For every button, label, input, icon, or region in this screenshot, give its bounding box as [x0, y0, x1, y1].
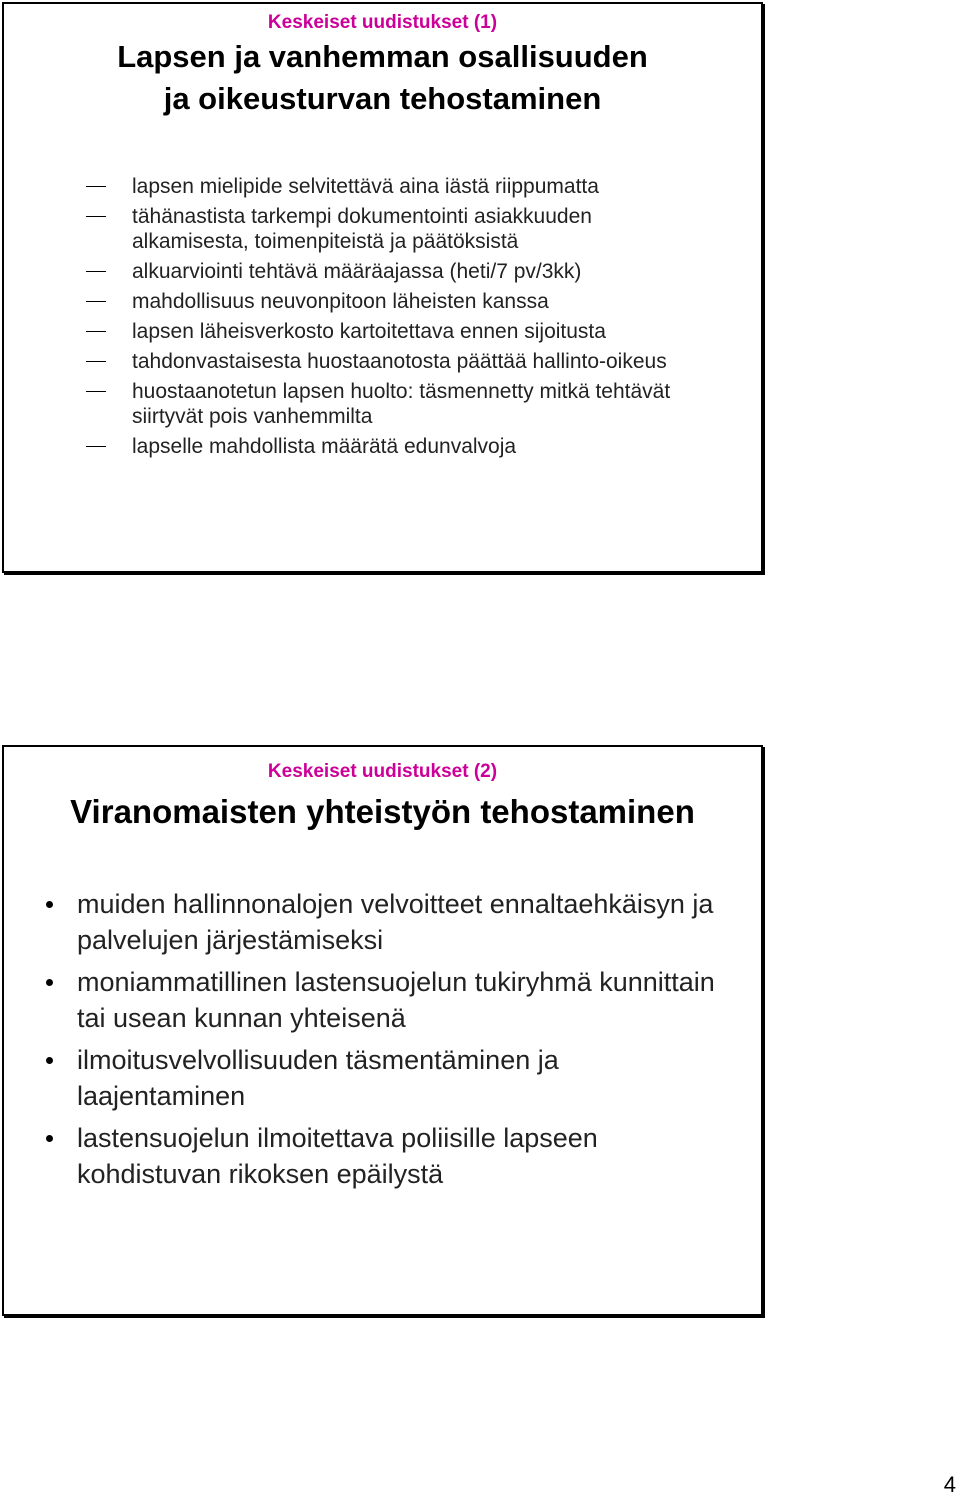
slide-title: [4, 36, 761, 120]
list-item-text: lapsen mielipide selvitettävä aina iästä riippumatta: [132, 175, 599, 198]
list-item: [44, 1042, 724, 1114]
list-item: [86, 259, 706, 284]
list-item: [44, 886, 724, 958]
list-item: [86, 379, 706, 429]
slide-subtitle: Keskeiset uudistukset (2): [267, 761, 498, 782]
slide-1: [2, 2, 763, 573]
list-item: [86, 289, 706, 314]
dash-icon: [86, 331, 106, 332]
list-item: [86, 204, 706, 254]
bullet-icon: [46, 1057, 53, 1064]
list-item-text: huostaanotetun lapsen huolto: täsmennetty mitkä tehtävät siirtyvät pois vanhemmilta: [132, 380, 671, 428]
dash-icon: [86, 301, 106, 302]
list-item-text: moniammatillinen lastensuojelun tukiryhmä kunnittain tai usean kunnan yhteisenä: [77, 967, 715, 1033]
list-item: [44, 964, 724, 1036]
list-item: [86, 174, 706, 199]
list-item-text: alkuarviointi tehtävä määräajassa (heti/7 pv/3kk): [132, 260, 582, 283]
slide-2: [2, 745, 763, 1316]
list-item: [44, 1120, 724, 1192]
slide-title-line-2: ja oikeusturvan tehostaminen: [163, 81, 602, 116]
dash-icon: [86, 391, 106, 392]
list-item-text: lastensuojelun ilmoitettava poliisille lapseen kohdistuvan rikoksen epäilystä: [77, 1123, 598, 1189]
bullet-icon: [46, 1135, 53, 1142]
list-item-text: lapselle mahdollista määrätä edunvalvoja: [132, 435, 517, 458]
list-item: [86, 349, 706, 374]
dash-icon: [86, 361, 106, 362]
list-item-text: muiden hallinnonalojen velvoitteet ennaltaehkäisyn ja palvelujen järjestämiseksi: [77, 889, 714, 955]
dash-icon: [86, 271, 106, 272]
dash-icon: [86, 186, 106, 187]
list-item-text: tahdonvastaisesta huostaanotosta päättää hallinto-oikeus: [132, 350, 667, 373]
dash-list: [86, 174, 706, 464]
list-item-text: mahdollisuus neuvonpitoon läheisten kanssa: [132, 290, 549, 313]
bullet-icon: [46, 901, 53, 908]
bullet-icon: [46, 979, 53, 986]
dash-icon: [86, 216, 106, 217]
bullet-list: [44, 886, 724, 1198]
list-item-text: lapsen läheisverkosto kartoitettava ennen sijoitusta: [132, 320, 606, 343]
page-number: 4: [943, 1472, 956, 1497]
list-item: [86, 319, 706, 344]
slide-title: Viranomaisten yhteistyön tehostaminen: [70, 793, 695, 830]
list-item-text: tähänastista tarkempi dokumentointi asiakkuuden alkamisesta, toimenpiteistä ja päätöksistä: [132, 205, 592, 253]
slide-title-line-1: Lapsen ja vanhemman osallisuuden: [117, 39, 648, 74]
dash-icon: [86, 446, 106, 447]
list-item-text: ilmoitusvelvollisuuden täsmentäminen ja laajentaminen: [77, 1045, 559, 1111]
slide-subtitle: Keskeiset uudistukset (1): [267, 12, 498, 33]
list-item: [86, 434, 706, 459]
